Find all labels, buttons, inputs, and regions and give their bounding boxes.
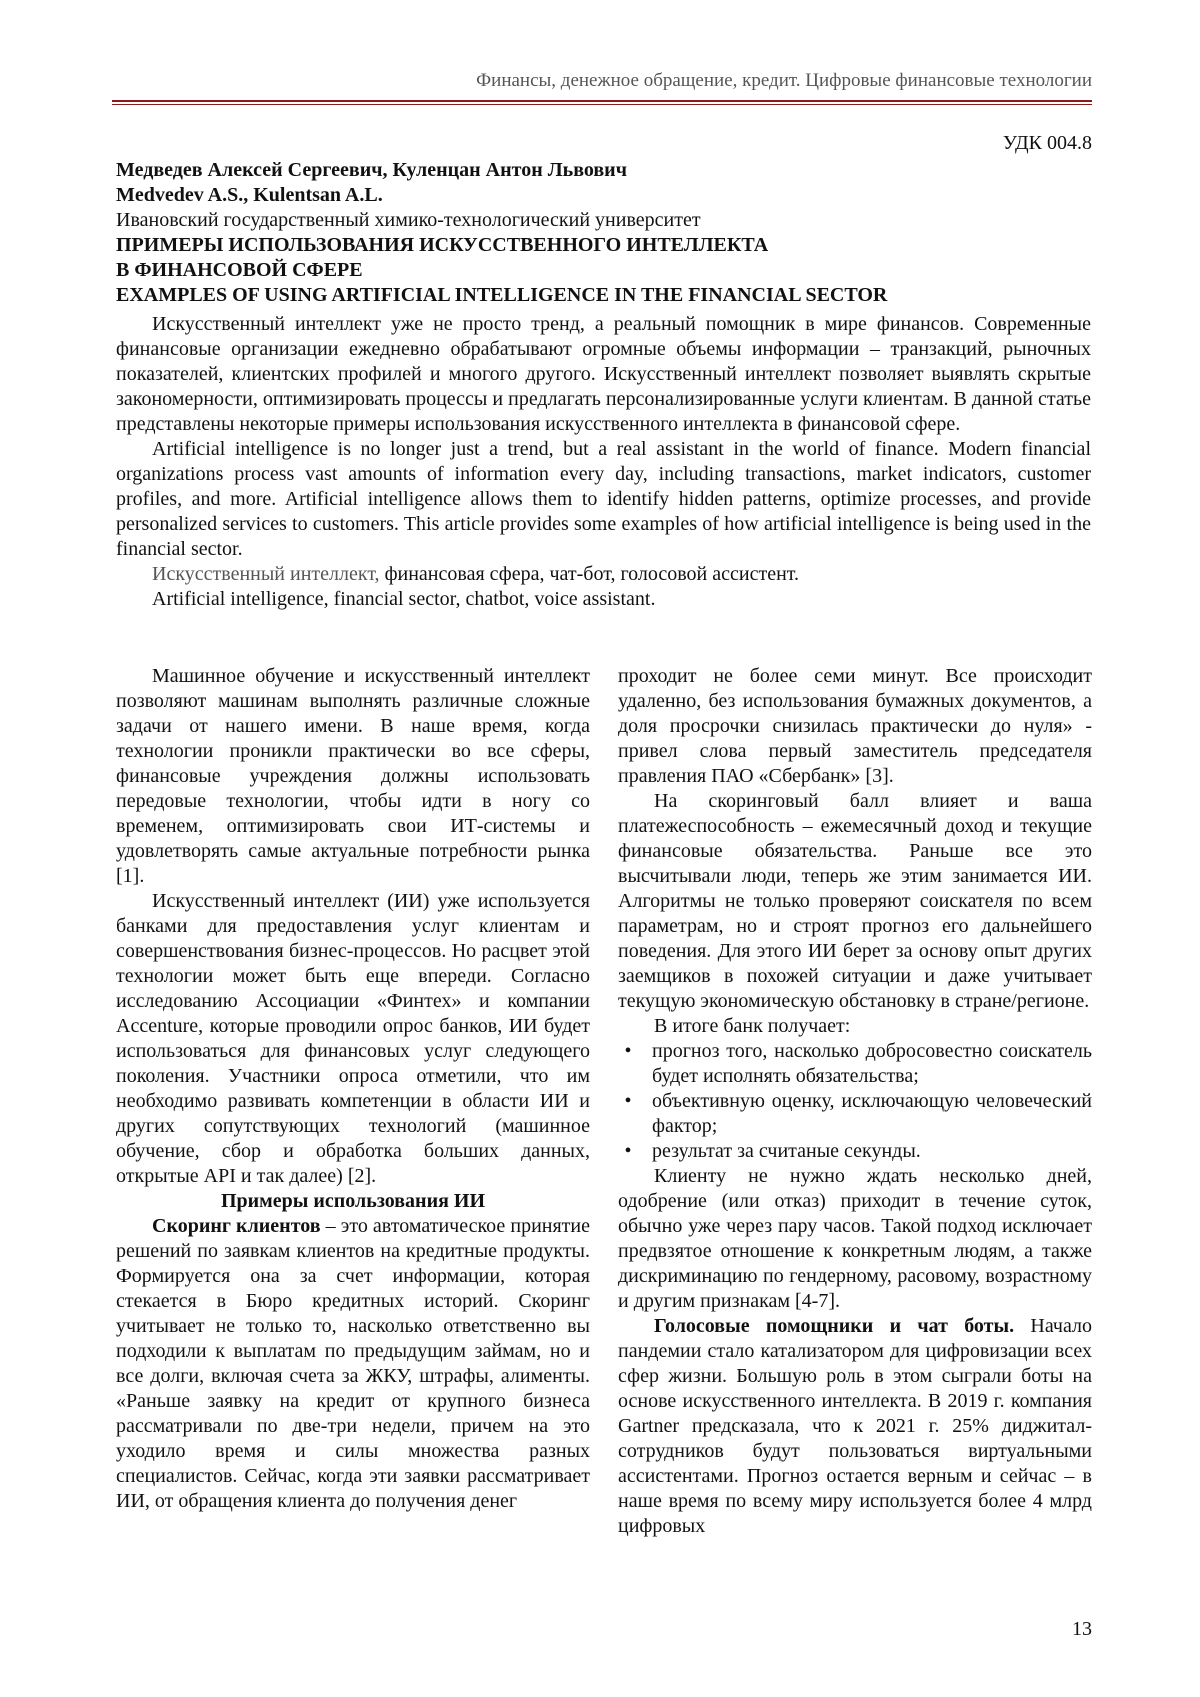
list-item [618,1039,1092,1089]
abstract-ru: Искусственный интеллект уже не просто тренд, а реальный помощник в мире финансов. Современные финансовые организации ежедневно обрабатывают огромные объемы информации – транзакций, рыночных показателей, клиентских профилей и многого другого. Искусственный интеллект позволяет выявлять скрытые закономерности, оптимизировать процессы и предлагать персонализированные услуги клиентам. В данной статье представлены некоторые примеры использования искусственного интеллекта в финансовой сфере. [116,313,1091,435]
body-paragraph: проходит не более семи минут. Все происходит удаленно, без использования бумажных документов, а доля просрочки снизилась практически до нуля» - привел слова первый заместитель председателя правления ПАО «Сбербанк» [3]. [618,665,1092,787]
header-rule [112,100,1092,102]
bullet-list [618,1039,1092,1164]
page-number: 13 [1072,1618,1092,1640]
keywords-ru [116,562,1091,587]
udk-code: УДК 004.8 [1002,132,1092,154]
title-en: EXAMPLES OF USING ARTIFICIAL INTELLIGENCE IN THE FINANCIAL SECTOR [116,284,888,306]
article-header [116,158,1091,308]
section-subheading: Примеры использования ИИ [220,1190,486,1212]
term-scoring: Скоринг клиентов [152,1215,321,1237]
list-item [618,1089,1092,1139]
body-column-left [116,664,590,1514]
authors-ru: Медведев Алексей Сергеевич, Куленцан Антон Львович [116,159,627,181]
body-paragraph [618,1314,1092,1539]
list-item [618,1139,1092,1164]
keywords-ru-rest: финансовая сфера, чат-бот, голосовой ассистент. [379,563,800,585]
body-paragraph: Искусственный интеллект (ИИ) уже используется банками для предоставления услуг клиентам и совершенствования бизнес-процессов. Но расцвет этой технологии может быть еще впереди. Согласно исследованию Ассоциации «Финтех» и компании Accenture, которые проводили опрос банков, ИИ будет использоваться для финансовых услуг следующего поколения. Участники опроса отметили, что им необходимо развивать компетенции в области ИИ и других сопутствующих технологий (машинное обучение, сбор и обработка больших данных, открытые API и так далее) [2]. [116,890,590,1187]
body-paragraph: На скоринговый балл влияет и ваша платежеспособность – ежемесячный доход и текущие финансовые обязательства. Раньше все это высчитывали люди, теперь же этим занимается ИИ. Алгоритмы не только проверяют соискателя по всем параметрам, но и строят прогноз его дальнейшего поведения. Для этого ИИ берет за основу опыт других заемщиков в похожей ситуации и даже учитывает текущую экономическую обстановку в стране/регионе. [618,790,1092,1012]
body-paragraph: Клиенту не нужно ждать несколько дней, одобрение (или отказ) приходит в течение суток, обычно уже через пару часов. Такой подход исключает предвзятое отношение к конкретным людям, а также дискриминацию по гендерному, расовому, возрастному и другим признакам [4-7]. [618,1165,1092,1312]
header-rule-thin [112,104,1092,105]
keywords-en: Artificial intelligence, financial sector, chatbot, voice assistant. [152,588,656,610]
body-paragraph: В итоге банк получает: [654,1015,851,1037]
voice-assistants-text: Начало пандемии стало катализатором для цифровизации всех сфер жизни. Большую роль в этом сыграли боты на основе искусственного интеллекта. В 2019 г. компания Gartner предсказала, что к 2021 г. 25% диджитал-сотрудников будут пользоваться виртуальными ассистентами. Прогноз остается верным и сейчас – в наше время по всему миру используется более 4 млрд цифровых [618,1315,1092,1537]
list-item-text: объективную оценку, исключающую человеческий фактор; [652,1090,1092,1137]
keywords-ru-lead: Искусственный интеллект, [152,563,380,585]
bullet-icon: • [624,1140,632,1162]
bullet-icon: • [624,1040,632,1062]
list-item-text: результат за считаные секунды. [652,1140,921,1162]
scoring-text: – это автоматическое принятие решений по заявкам клиентов на кредитные продукты. Формируется она за счет информации, которая стекается в Бюро кредитных историй. Скоринг учитывает не только то, насколько ответственно вы подходили к выплатам по предыдущим займам, но и все долги, включая счета за ЖКУ, штрафы, алименты. «Раньше заявку на кредит от крупного бизнеса рассматривали по две-три недели, причем на это уходило время и силы множества разных специалистов. Сейчас, когда эти заявки рассматривает ИИ, от обращения клиента до получения денег [116,1215,590,1512]
term-voice-assistants: Голосовые помощники и чат боты. [654,1315,1015,1337]
body-paragraph [116,1214,590,1514]
title-ru-line1: ПРИМЕРЫ ИСПОЛЬЗОВАНИЯ ИСКУССТВЕННОГО ИНТЕЛЛЕКТА [116,234,769,256]
list-item-text: прогноз того, насколько добросовестно соискатель будет исполнять обязательства; [652,1040,1092,1087]
running-head: Финансы, денежное обращение, кредит. Цифровые финансовые технологии [476,70,1092,91]
affiliation: Ивановский государственный химико-технологический университет [116,209,701,231]
bullet-icon: • [624,1090,632,1112]
authors-en: Medvedev A.S., Kulentsan A.L. [116,184,383,206]
title-ru-line2: В ФИНАНСОВОЙ СФЕРЕ [116,259,363,281]
abstract-block [116,312,1091,612]
body-paragraph: Машинное обучение и искусственный интеллект позволяют машинам выполнять различные сложные задачи от нашего имени. В наше время, когда технологии проникли практически во все сферы, финансовые учреждения должны использовать передовые технологии, чтобы идти в ногу со временем, оптимизировать свои ИТ-системы и удовлетворять самые актуальные потребности рынка [1]. [116,665,590,887]
abstract-en: Artificial intelligence is no longer just a trend, but a real assistant in the world of finance. Modern financial organizations process vast amounts of information every day, including transactions, market indicators, customer profiles, and more. Artificial intelligence allows them to identify hidden patterns, optimize processes, and provide personalized services to customers. This article provides some examples of how artificial intelligence is being used in the financial sector. [116,438,1091,560]
body-column-right [618,664,1092,1539]
